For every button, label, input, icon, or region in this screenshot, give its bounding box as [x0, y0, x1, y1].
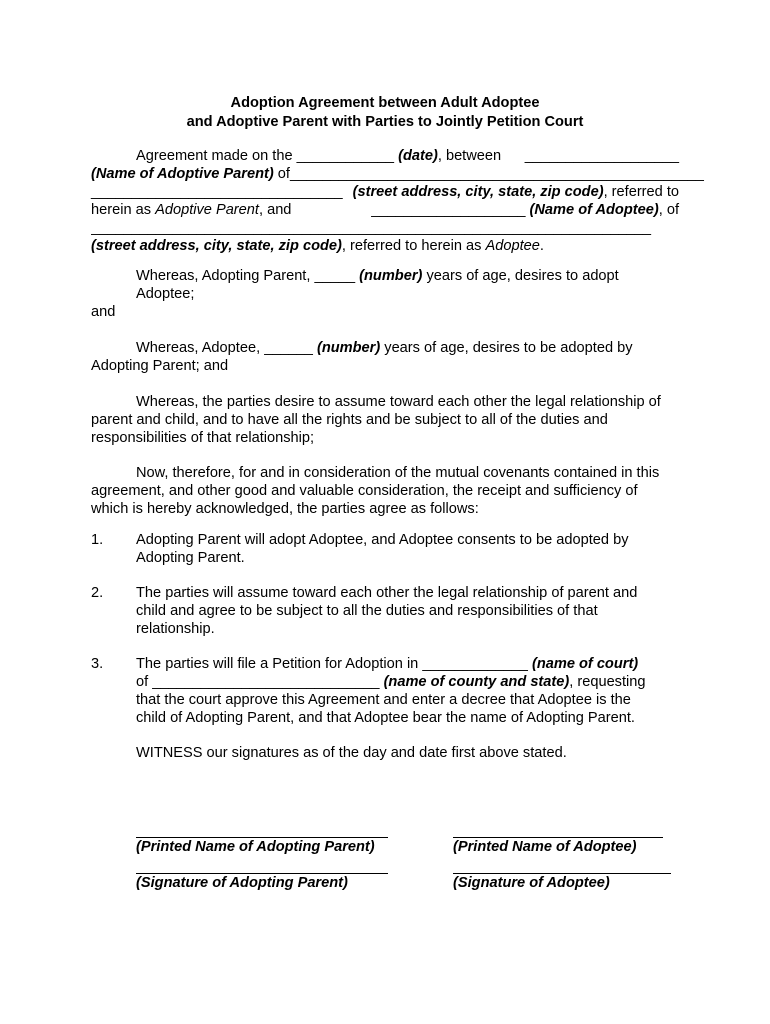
- printed-name-adoptee-label: (Printed Name of Adoptee): [453, 839, 637, 855]
- whereas-text: years of age, desires to adopt: [426, 268, 619, 284]
- item-text: of: [136, 674, 149, 690]
- now-therefore-paragraph: [91, 464, 679, 518]
- printed-name-adopting-parent-label: (Printed Name of Adopting Parent): [136, 839, 375, 855]
- adoptee-name-label: (Name of Adoptee): [529, 202, 659, 218]
- whereas-paragraph-1: [136, 267, 676, 303]
- parent-age-blank[interactable]: _____: [314, 268, 356, 284]
- item-3-line-4: child of Adopting Parent, and that Adoptee bear the name of Adopting Parent.: [136, 710, 635, 726]
- address-label: (street address, city, state, zip code): [352, 184, 604, 200]
- title-line-2: and Adoptive Parent with Parties to Jointly Petition Court: [186, 114, 584, 130]
- adoptive-parent-address-blank-2[interactable]: _______________________________: [91, 184, 343, 200]
- intro-text: , and: [258, 202, 292, 218]
- item-3-line-1: [136, 655, 666, 673]
- intro-text: , between: [437, 148, 502, 164]
- signature-adopting-parent-block: [136, 863, 388, 892]
- intro-text: , referred to herein as: [341, 238, 482, 254]
- item-number: 1.: [91, 532, 104, 548]
- adoptee-term: Adoptee: [485, 238, 540, 254]
- adoptive-parent-name-blank[interactable]: ___________________: [524, 148, 679, 164]
- number-label: (number): [316, 340, 381, 356]
- item-number: 3.: [91, 656, 104, 672]
- intro-line-1: [91, 147, 679, 165]
- and-word: and: [91, 304, 116, 320]
- printed-name-adopting-parent-line[interactable]: [136, 827, 388, 838]
- whereas-3-line-2: parent and child, and to have all the rights and be subject to all of the duties and: [91, 412, 608, 428]
- item-text: The parties will file a Petition for Adoption in: [136, 656, 419, 672]
- date-blank[interactable]: ____________: [296, 148, 395, 164]
- signature-adopting-parent-line[interactable]: [136, 863, 388, 874]
- whereas-text: Whereas, Adopting Parent,: [136, 268, 311, 284]
- whereas-3-line-1: Whereas, the parties desire to assume toward each other the legal relationship of: [136, 394, 661, 410]
- intro-line-6: [91, 237, 679, 255]
- whereas-paragraph-2: [91, 339, 679, 375]
- signature-adopting-parent-label: (Signature of Adopting Parent): [136, 875, 348, 891]
- county-state-label: (name of county and state): [383, 674, 570, 690]
- intro-line-2: [91, 165, 704, 183]
- document-title: [0, 94, 770, 132]
- whereas-text: years of age, desires to be adopted by: [384, 340, 633, 356]
- intro-text: , referred to: [603, 184, 679, 200]
- item-2-line-2: child and agree to be subject to all the duties and responsibilities of that: [136, 603, 598, 619]
- item-3-line-3: that the court approve this Agreement and enter a decree that Adoptee is the: [136, 692, 631, 708]
- whereas-2-line-1: [91, 339, 679, 357]
- whereas-3-line-3: responsibilities of that relationship;: [91, 430, 315, 446]
- intro-paragraph: [91, 147, 704, 255]
- printed-name-adoptee-line[interactable]: [453, 827, 663, 838]
- title-line-1: Adoption Agreement between Adult Adoptee: [230, 95, 540, 111]
- printed-name-adoptee-block: [453, 827, 663, 856]
- number-label: (number): [359, 268, 423, 284]
- intro-text: .: [539, 238, 544, 254]
- agreement-item-2: [136, 584, 666, 638]
- intro-text: , of: [658, 202, 679, 218]
- adoptive-parent-term: Adoptive Parent: [155, 202, 259, 218]
- item-1-line-2: Adopting Parent.: [136, 550, 245, 566]
- date-label: (date): [398, 148, 438, 164]
- court-name-blank[interactable]: _____________: [422, 656, 528, 672]
- whereas-1-line-2: Adoptee;: [136, 286, 195, 302]
- address-label: (street address, city, state, zip code): [91, 238, 342, 254]
- item-text: , requesting: [569, 674, 646, 690]
- now-line-2: agreement, and other good and valuable consideration, the receipt and sufficiency of: [91, 483, 638, 499]
- now-line-3: which is hereby acknowledged, the parties agree as follows:: [91, 501, 479, 517]
- agreement-item-3: [136, 655, 666, 727]
- county-state-blank[interactable]: ____________________________: [152, 674, 380, 690]
- signature-adoptee-block: [453, 863, 671, 892]
- whereas-2-line-2: Adopting Parent; and: [91, 358, 229, 374]
- item-3-line-2: [136, 673, 666, 691]
- agreement-item-1: [136, 531, 666, 567]
- item-1-line-1: Adopting Parent will adopt Adoptee, and Adoptee consents to be adopted by: [136, 532, 629, 548]
- intro-line-4: [91, 201, 679, 219]
- adoptee-name-blank[interactable]: ___________________: [371, 202, 526, 218]
- intro-text: of: [277, 166, 290, 182]
- item-2-line-1: The parties will assume toward each other the legal relationship of parent and: [136, 585, 638, 601]
- court-name-label: (name of court): [531, 656, 639, 672]
- whereas-1-line-1: [136, 267, 676, 285]
- item-number: 2.: [91, 585, 104, 601]
- adoptee-address-blank[interactable]: _____________________________________________________________________: [91, 220, 652, 236]
- adoptee-age-blank[interactable]: ______: [264, 340, 313, 356]
- item-2-line-3: relationship.: [136, 621, 215, 637]
- printed-name-adopting-parent-block: [136, 827, 388, 856]
- now-line-1: Now, therefore, for and in consideration of the mutual covenants contained in this: [136, 465, 660, 481]
- signature-adoptee-label: (Signature of Adoptee): [453, 875, 610, 891]
- intro-line-5: [91, 219, 679, 237]
- whereas-paragraph-3: [91, 393, 679, 447]
- whereas-text: Whereas, Adoptee,: [136, 340, 261, 356]
- witness-statement: WITNESS our signatures as of the day and date first above stated.: [136, 745, 567, 761]
- intro-line-3: [91, 183, 679, 201]
- adoptive-parent-name-label: (Name of Adoptive Parent): [91, 166, 274, 182]
- intro-text: Agreement made on the: [136, 148, 293, 164]
- adoptive-parent-address-blank-1[interactable]: ___________________________________________________: [289, 166, 704, 182]
- intro-text: herein as: [91, 202, 152, 218]
- signature-adoptee-line[interactable]: [453, 863, 671, 874]
